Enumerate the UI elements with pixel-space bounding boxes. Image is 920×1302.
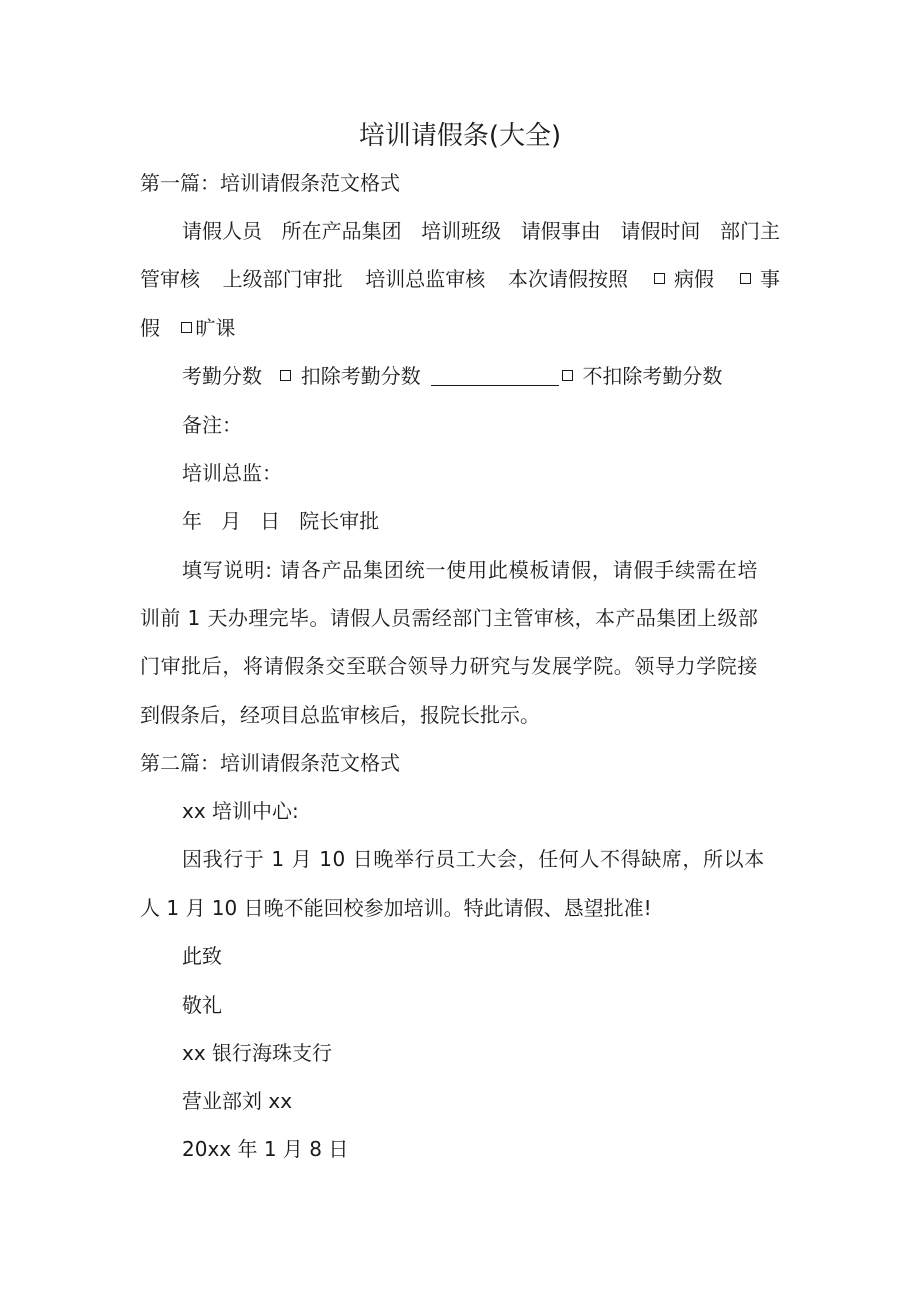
form-field-label: 培训总监审核 (365, 267, 486, 291)
form-field-label: 本次请假按照 (507, 267, 628, 291)
form-field-label: 所在产品集团 (281, 219, 402, 243)
form-field-label: 部门主 (719, 219, 780, 243)
dean-approval-label: 院长审批 (299, 509, 380, 533)
checkbox-icon[interactable] (654, 273, 665, 284)
deduct-label: 扣除考勤分数 (300, 364, 421, 388)
personal-leave-cont: 假 (140, 316, 160, 340)
form-field-label: 管审核 (140, 267, 200, 291)
checkbox-icon[interactable] (181, 322, 192, 333)
checkbox-icon[interactable] (280, 370, 291, 381)
instructions-line-2: 训前 1 天办理完毕。请假人员需经部门主管审核，本产品集团上级部 (140, 606, 759, 630)
form-line-2 (140, 264, 780, 294)
deduct-blank-field[interactable] (431, 363, 559, 386)
sick-leave-option: 病假 (651, 264, 714, 294)
form-line-1 (182, 216, 780, 246)
checkbox-icon[interactable] (740, 273, 751, 284)
instructions-line-1: 填写说明: 请各产品集团统一使用此模板请假，请假手续需在培 (182, 558, 759, 582)
closing-2: 敬礼 (182, 993, 222, 1017)
body-line-1: 因我行于 1 月 10 日晚举行员工大会，任何人不得缺席，所以本 (182, 847, 765, 871)
supervisor-label: 培训总监： (182, 461, 282, 485)
attendance-label: 考勤分数 (182, 364, 262, 388)
form-field-label: 上级部门审批 (222, 267, 343, 291)
form-field-label: 请假人员 (182, 219, 262, 243)
signature-org: xx 银行海珠支行 (182, 1041, 333, 1065)
form-line-3 (140, 313, 235, 343)
closing-1: 此致 (182, 944, 222, 968)
document-title: 培训请假条(大全) (358, 121, 562, 151)
instructions-line-4: 到假条后，经项目总监审核后，报院长批示。 (140, 703, 540, 727)
instructions-line-3: 门审批后，将请假条交至联合领导力研究与发展学院。领导力学院接 (140, 654, 758, 678)
absence-option: 旷课 (195, 316, 236, 340)
personal-leave-option: 事 (737, 264, 780, 294)
signature-person: 营业部刘 xx (182, 1089, 293, 1113)
part1-heading: 第一篇：培训请假条范文格式 (140, 171, 400, 195)
date-approval-line: 年 月 日 院长审批 (182, 509, 380, 533)
form-field-label: 培训班级 (421, 219, 502, 243)
part2-heading: 第二篇：培训请假条范文格式 (140, 751, 400, 775)
remark-label: 备注： (182, 413, 242, 437)
body-line-2: 人 1 月 10 日晚不能回校参加培训。特此请假、恳望批准! (140, 896, 652, 920)
signature-date: 20xx 年 1 月 8 日 (182, 1137, 349, 1161)
no-deduct-label: 不扣除考勤分数 (582, 364, 723, 388)
checkbox-icon[interactable] (562, 370, 573, 381)
form-field-label: 请假事由 (520, 219, 601, 243)
salutation: xx 培训中心: (182, 799, 299, 823)
form-field-label: 请假时间 (620, 219, 701, 243)
attendance-line (182, 361, 722, 391)
